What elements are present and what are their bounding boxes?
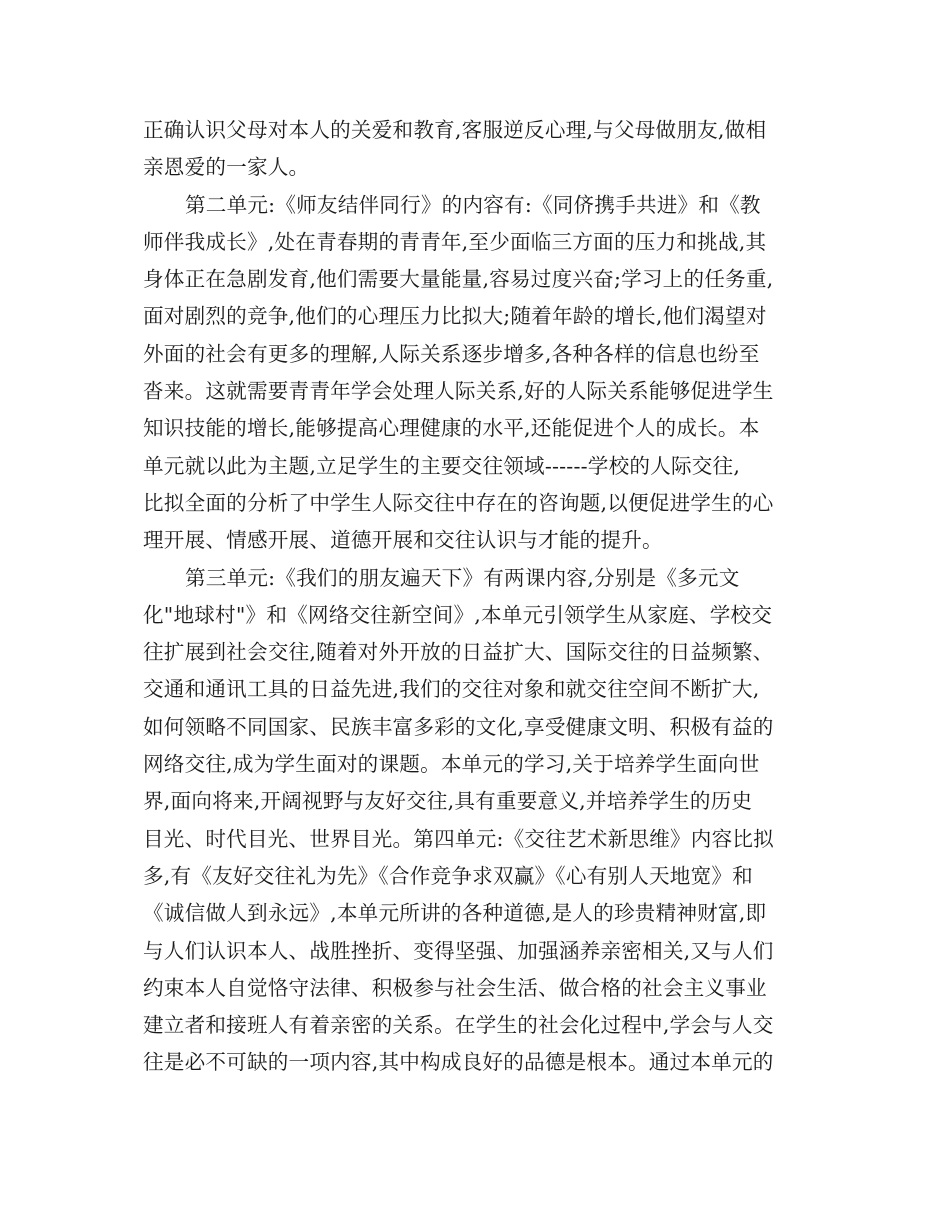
text-line: 约束本人自觉恪守法律、积极参与社会生活、做合格的社会主义事业 bbox=[143, 975, 767, 1000]
text-line: 单元就以此为主题,立足学生的主要交往领域------学校的人际交往, bbox=[143, 453, 741, 478]
text-line: 身体正在急剧发育,他们需要大量能量,容易过度兴奋;学习上的任务重, bbox=[143, 267, 774, 292]
text-line: 交通和通讯工具的日益先进,我们的交往对象和就交往空间不断扩大, bbox=[143, 677, 760, 702]
body-text bbox=[143, 112, 809, 1082]
text-line: 外面的社会有更多的理解,人际关系逐步增多,各种各样的信息也纷至 bbox=[143, 341, 760, 366]
text-line: 往扩展到社会交往,随着对外开放的日益扩大、国际交往的日益频繁、 bbox=[143, 640, 774, 665]
text-line: 目光、时代目光、世界目光。第四单元:《交往艺术新思维》内容比拟 bbox=[143, 826, 774, 851]
text-line: 建立者和接班人有着亲密的关系。在学生的社会化过程中,学会与人交 bbox=[143, 1013, 774, 1038]
text-line: 理开展、情感开展、道德开展和交往认识与才能的提升。 bbox=[143, 528, 663, 553]
text-line: 沓来。这就需要青青年学会处理人际关系,好的人际关系能够促进学生 bbox=[143, 379, 774, 404]
text-line: 《诚信做人到永远》,本单元所讲的各种道德,是人的珍贵精神财富,即 bbox=[143, 901, 767, 926]
text-line: 师伴我成长》,处在青春期的青青年,至少面临三方面的压力和挑战,其 bbox=[143, 229, 767, 254]
text-line: 往是必不可缺的一项内容,其中构成良好的品德是根本。通过本单元的 bbox=[143, 1050, 774, 1075]
text-line: 比拟全面的分析了中学生人际交往中存在的咨询题,以便促进学生的心 bbox=[143, 490, 774, 515]
text-line: 与人们认识本人、战胜挫折、变得坚强、加强涵养亲密相关,又与人们 bbox=[143, 938, 774, 963]
text-line: 面对剧烈的竞争,他们的心理压力比拟大;随着年龄的增长,他们渴望对 bbox=[143, 304, 767, 329]
text-line: 如何领略不同国家、民族丰富多彩的文化,享受健康文明、积极有益的 bbox=[143, 714, 774, 739]
text-line: 亲恩爱的一家人。 bbox=[143, 155, 310, 180]
text-line: 第三单元:《我们的朋友遍天下》有两课内容,分别是《多元文 bbox=[185, 565, 740, 590]
text-line: 第二单元:《师友结伴同行》的内容有:《同侪携手共进》和《教 bbox=[185, 192, 761, 217]
text-line: 界,面向将来,开阔视野与友好交往,具有重要意义,并培养学生的历史 bbox=[143, 789, 753, 814]
text-line: 知识技能的增长,能够提高心理健康的水平,还能促进个人的成长。本 bbox=[143, 416, 760, 441]
text-line: 化"地球村"》和《网络交往新空间》,本单元引领学生从家庭、学校交 bbox=[143, 602, 773, 627]
text-line: 网络交往,成为学生面对的课题。本单元的学习,关于培养学生面向世 bbox=[143, 752, 760, 777]
text-line: 正确认识父母对本人的关爱和教育,客服逆反心理,与父母做朋友,做相 bbox=[143, 118, 767, 142]
text-line: 多,有《友好交往礼为先》《合作竞争求双赢》《心有别人天地宽》和 bbox=[143, 863, 753, 888]
